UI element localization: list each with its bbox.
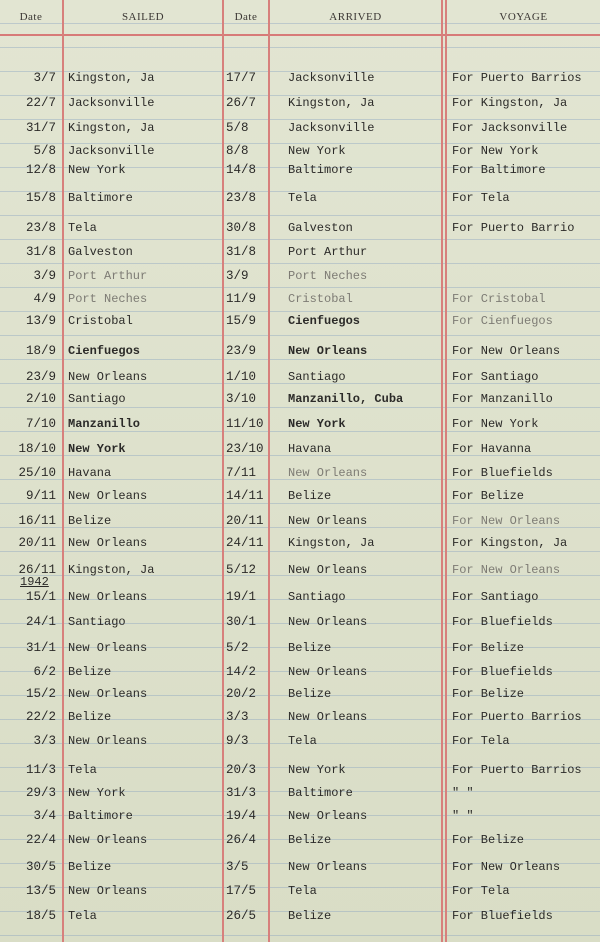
arrived-port: Tela [288,734,317,748]
arrived-date: 9/3 [226,734,249,748]
sailed-date: 11/3 [25,763,56,777]
sailed-date: 9/11 [25,489,56,503]
sailed-date: 25/10 [18,466,56,480]
sailed-date: 7/10 [25,417,56,431]
sailed-port: Baltimore [68,191,133,205]
arrived-date: 5/2 [226,641,249,655]
sailed-port: New Orleans [68,641,148,655]
arrived-date: 17/5 [226,884,257,898]
arrived-port: New Orleans [288,344,368,358]
sailed-port: Tela [68,221,97,235]
voyage-note: For Manzanillo [452,392,553,406]
voyage-note: For Belize [452,687,525,701]
voyage-note: For Belize [452,833,525,847]
arrived-date: 20/2 [226,687,257,701]
sailed-port: Belize [68,860,112,874]
arrived-port: Baltimore [288,786,353,800]
year-mark: 1942 [20,575,49,589]
column-rule [441,0,443,942]
column-rule [62,0,64,942]
arrived-date: 20/11 [226,514,264,528]
voyage-note: For New York [452,144,539,158]
arrived-date: 26/7 [226,96,257,110]
sailed-port: New Orleans [68,833,148,847]
arrived-date: 19/1 [226,590,257,604]
arrived-port: Belize [288,641,332,655]
arrived-date: 19/4 [226,809,257,823]
header-rule [0,34,600,36]
sailed-port: Baltimore [68,809,133,823]
arrived-port: New Orleans [288,860,368,874]
sailed-date: 30/5 [25,860,56,874]
arrived-port: New Orleans [288,665,368,679]
arrived-date: 3/10 [226,392,257,406]
arrived-date: 17/7 [226,71,257,85]
sailed-port: New Orleans [68,370,148,384]
voyage-note: For Puerto Barrios [452,763,582,777]
voyage-note: " " [452,786,474,800]
arrived-date: 5/12 [226,563,257,577]
arrived-date: 23/10 [226,442,264,456]
sailed-port: Cienfuegos [68,344,141,358]
voyage-note: For Kingston, Ja [452,96,568,110]
arrived-port: New York [288,763,346,777]
voyage-note: For Havanna [452,442,532,456]
sailed-port: Kingston, Ja [68,563,155,577]
arrived-date: 24/11 [226,536,264,550]
voyage-note: For Bluefields [452,665,553,679]
sailed-port: New Orleans [68,536,148,550]
sailed-date: 26/11 [18,563,56,577]
sailed-date: 22/7 [25,96,56,110]
sailed-port: Jacksonville [68,96,155,110]
voyage-note: For Cristobal [452,292,546,306]
arrived-date: 26/4 [226,833,257,847]
header-date-sailed: Date [19,11,43,23]
sailed-port: Tela [68,763,97,777]
sailed-date: 15/1 [25,590,56,604]
arrived-port: Belize [288,909,332,923]
header-voyage: VOYAGE [499,11,548,23]
header-date-arrived: Date [234,11,258,23]
sailed-port: Port Arthur [68,269,148,283]
sailed-date: 24/1 [25,615,56,629]
sailed-port: Kingston, Ja [68,71,155,85]
arrived-date: 14/8 [226,163,257,177]
arrived-port: Cienfuegos [288,314,361,328]
arrived-port: Kingston, Ja [288,96,375,110]
column-rule [445,0,447,942]
sailed-date: 18/5 [25,909,56,923]
arrived-date: 23/8 [226,191,257,205]
sailed-date: 18/10 [18,442,56,456]
sailed-date: 15/8 [25,191,56,205]
arrived-port: Belize [288,489,332,503]
sailed-date: 13/5 [25,884,56,898]
sailed-date: 20/11 [18,536,56,550]
arrived-date: 30/8 [226,221,257,235]
arrived-date: 5/8 [226,121,249,135]
arrived-port: Belize [288,833,332,847]
arrived-date: 15/9 [226,314,257,328]
sailed-port: Kingston, Ja [68,121,155,135]
voyage-note: For Jacksonville [452,121,568,135]
arrived-port: Baltimore [288,163,353,177]
arrived-port: Manzanillo, Cuba [288,392,404,406]
sailed-date: 13/9 [25,314,56,328]
arrived-date: 11/10 [226,417,264,431]
arrived-date: 26/5 [226,909,257,923]
arrived-port: Cristobal [288,292,353,306]
arrived-port: New Orleans [288,563,368,577]
arrived-port: New York [288,417,346,431]
sailed-date: 3/4 [33,809,56,823]
arrived-port: Kingston, Ja [288,536,375,550]
arrived-port: New Orleans [288,710,368,724]
sailed-port: Belize [68,514,112,528]
voyage-note: For New York [452,417,539,431]
arrived-port: New Orleans [288,466,368,480]
header-arrived: ARRIVED [329,11,382,23]
sailed-port: New York [68,442,126,456]
voyage-note: For Baltimore [452,163,546,177]
arrived-port: Galveston [288,221,353,235]
voyage-note: For Belize [452,489,525,503]
sailed-port: New Orleans [68,687,148,701]
voyage-note: For Bluefields [452,615,553,629]
voyage-note: For Bluefields [452,466,553,480]
sailed-port: Santiago [68,615,126,629]
sailed-date: 2/10 [25,392,56,406]
sailed-port: New Orleans [68,489,148,503]
arrived-date: 3/3 [226,710,249,724]
sailed-date: 6/2 [33,665,56,679]
sailed-date: 4/9 [33,292,56,306]
arrived-port: Tela [288,191,317,205]
arrived-port: Jacksonville [288,71,375,85]
sailed-date: 31/7 [25,121,56,135]
sailed-date: 29/3 [25,786,56,800]
sailed-port: Belize [68,710,112,724]
column-rule [222,0,224,942]
sailed-port: Tela [68,909,97,923]
arrived-port: Tela [288,884,317,898]
arrived-port: Santiago [288,370,346,384]
arrived-port: New Orleans [288,514,368,528]
arrived-date: 20/3 [226,763,257,777]
sailed-port: New Orleans [68,884,148,898]
arrived-date: 3/5 [226,860,249,874]
sailed-date: 15/2 [25,687,56,701]
voyage-note: For Cienfuegos [452,314,553,328]
voyage-note: For New Orleans [452,860,561,874]
voyage-note: For New Orleans [452,563,561,577]
arrived-port: New Orleans [288,615,368,629]
arrived-date: 31/3 [226,786,257,800]
sailed-port: Jacksonville [68,144,155,158]
sailed-date: 12/8 [25,163,56,177]
arrived-port: New Orleans [288,809,368,823]
voyage-note: For Belize [452,641,525,655]
arrived-date: 14/2 [226,665,257,679]
voyage-note: For New Orleans [452,344,561,358]
sailed-port: New Orleans [68,590,148,604]
arrived-port: Port Arthur [288,245,368,259]
sailed-port: New Orleans [68,734,148,748]
sailed-date: 16/11 [18,514,56,528]
arrived-port: Santiago [288,590,346,604]
sailed-date: 23/8 [25,221,56,235]
sailed-date: 22/4 [25,833,56,847]
arrived-port: New York [288,144,346,158]
arrived-date: 11/9 [226,292,257,306]
voyage-note: For Tela [452,884,510,898]
arrived-date: 1/10 [226,370,257,384]
voyage-note: For Santiago [452,370,539,384]
arrived-date: 23/9 [226,344,257,358]
arrived-port: Port Neches [288,269,368,283]
sailed-port: New York [68,163,126,177]
arrived-port: Jacksonville [288,121,375,135]
sailed-port: Port Neches [68,292,148,306]
sailed-port: Galveston [68,245,133,259]
sailed-port: Manzanillo [68,417,141,431]
arrived-date: 14/11 [226,489,264,503]
sailed-date: 31/8 [25,245,56,259]
arrived-port: Belize [288,687,332,701]
sailed-port: New York [68,786,126,800]
arrived-date: 8/8 [226,144,249,158]
voyage-note: For Puerto Barrio [452,221,575,235]
sailed-date: 22/2 [25,710,56,724]
arrived-date: 7/11 [226,466,257,480]
arrived-date: 30/1 [226,615,257,629]
voyage-note: For New Orleans [452,514,561,528]
sailed-port: Havana [68,466,112,480]
header-sailed: SAILED [121,11,165,23]
arrived-date: 3/9 [226,269,249,283]
voyage-note: For Puerto Barrios [452,710,582,724]
sailed-port: Cristobal [68,314,133,328]
voyage-note: For Santiago [452,590,539,604]
voyage-note: For Bluefields [452,909,553,923]
sailed-date: 23/9 [25,370,56,384]
voyage-note: " " [452,809,474,823]
arrived-port: Havana [288,442,332,456]
sailed-date: 3/3 [33,734,56,748]
voyage-note: For Kingston, Ja [452,536,568,550]
arrived-date: 31/8 [226,245,257,259]
sailed-port: Belize [68,665,112,679]
voyage-note: For Tela [452,191,510,205]
sailed-port: Santiago [68,392,126,406]
sailed-date: 5/8 [33,144,56,158]
voyage-note: For Tela [452,734,510,748]
sailed-date: 18/9 [25,344,56,358]
sailed-date: 31/1 [25,641,56,655]
sailed-date: 3/9 [33,269,56,283]
sailed-date: 3/7 [33,71,56,85]
voyage-note: For Puerto Barrios [452,71,582,85]
